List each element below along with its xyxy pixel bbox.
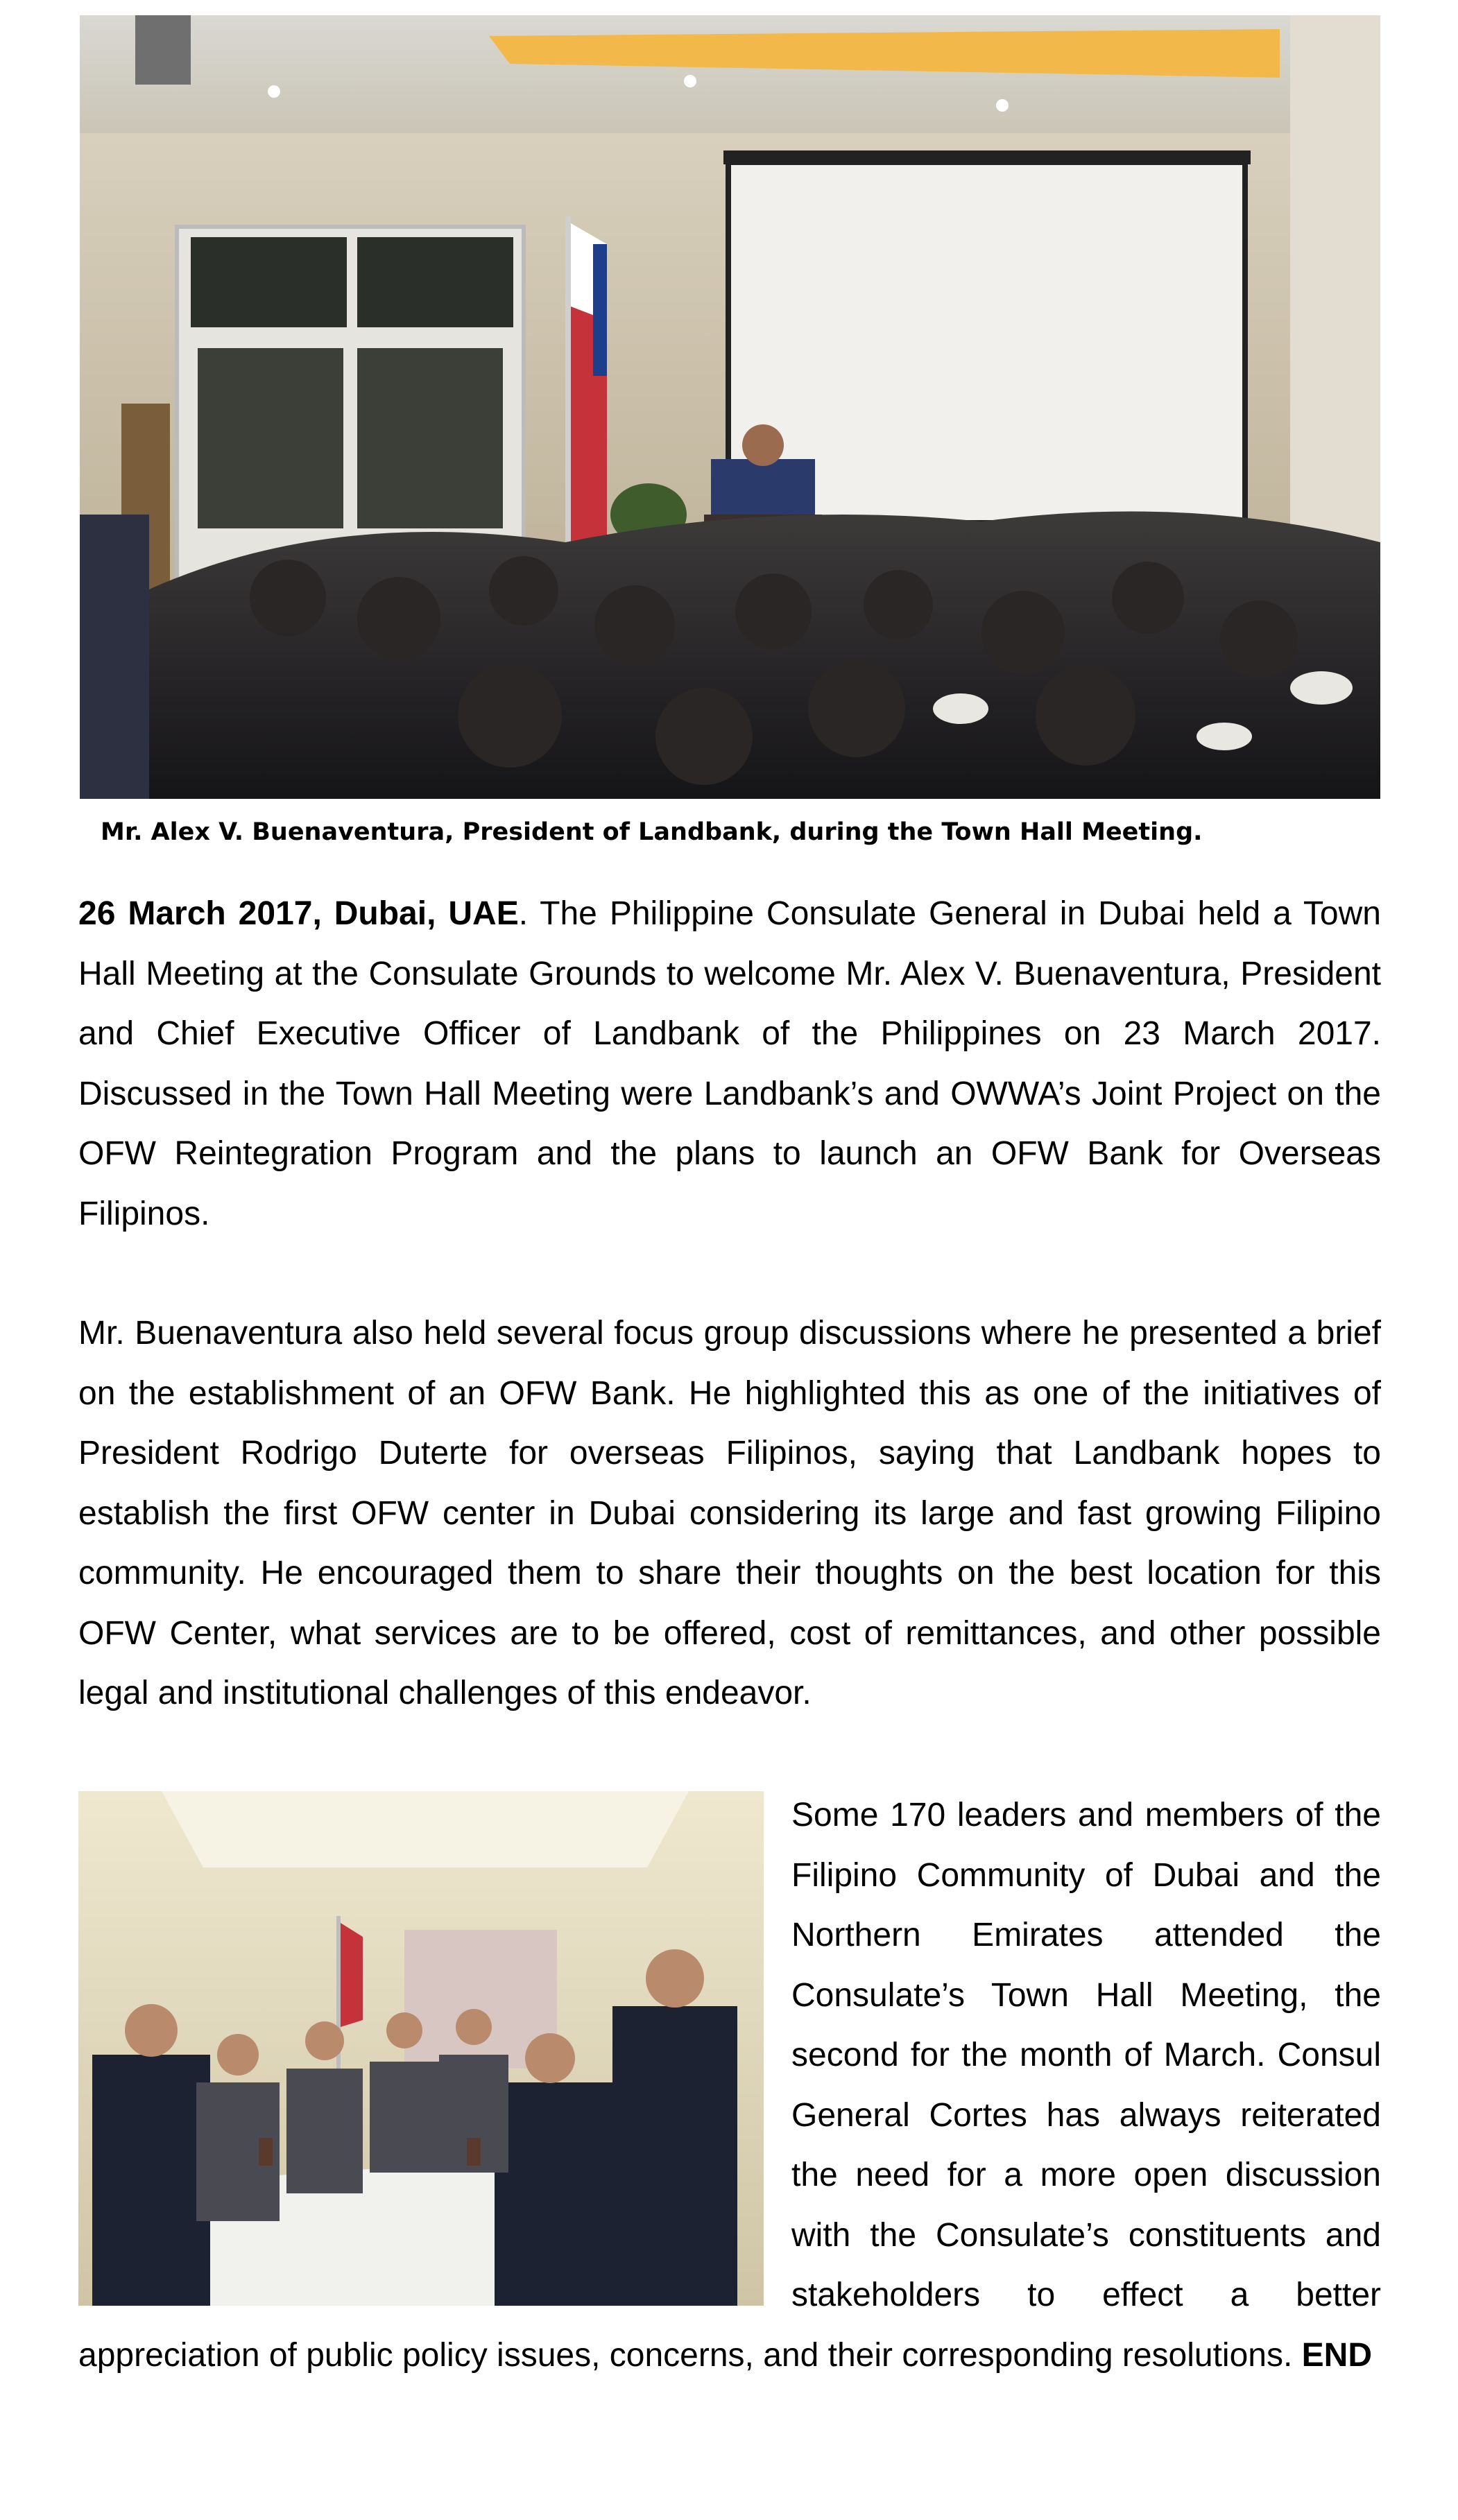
paragraph-2: Mr. Buenaventura also held several focus group discussions where he presented a brief on the establishment of an OFW Bank. He highlighted this as one of the initiatives of President Rodrigo Duterte for overseas Filipinos, saying that Landbank hopes to establish the first OFW center in Dubai considering its large and fast growing Filipino community. He encouraged them to share their thoughts on the best location for this OFW Center, what services are to be offered, cost of remittances, and other possible legal and institutional challenges of this endeavor. bbox=[78, 1315, 1381, 1711]
town-hall-photo bbox=[80, 15, 1380, 799]
paragraph-1-body: . The Philippine Consulate General in Dubai held a Town Hall Meeting at the Consulate Grounds to welcome Mr. Alex V. Buenaventura, President and Chief Executive Officer of Landbank of the Philippines on 23 March 2017. Discussed in the Town Hall Meeting were Landbank’s and OWWA’s Joint Project on the OFW Reintegration Program and the plans to launch an OFW Bank for Overseas Filipinos. bbox=[78, 895, 1381, 1232]
dateline: 26 March 2017, Dubai, UAE bbox=[78, 895, 519, 932]
town-hall-photo-illustration bbox=[80, 15, 1380, 799]
group-photo bbox=[78, 1791, 764, 2306]
paragraph-1 bbox=[78, 884, 1381, 1244]
photo-caption: Mr. Alex V. Buenaventura, President of Landbank, during the Town Hall Meeting. bbox=[101, 818, 1203, 846]
paragraph-3-body: Some 170 leaders and members of the Filipino Community of Dubai and the Northern Emirates attended the Consulate’s Town Hall Meeting, the second for the month of March. Consul General Cortes has always reiterated the need for a more open discussion with the Consulate’s constituents and stakeholders to effect a better appreciation of public policy issues, concerns, and their corresponding resolutions. bbox=[78, 1797, 1381, 2374]
paragraph-3 bbox=[78, 1786, 1381, 2385]
end-marker: END bbox=[1301, 2336, 1372, 2374]
group-photo-illustration bbox=[78, 1791, 764, 2306]
